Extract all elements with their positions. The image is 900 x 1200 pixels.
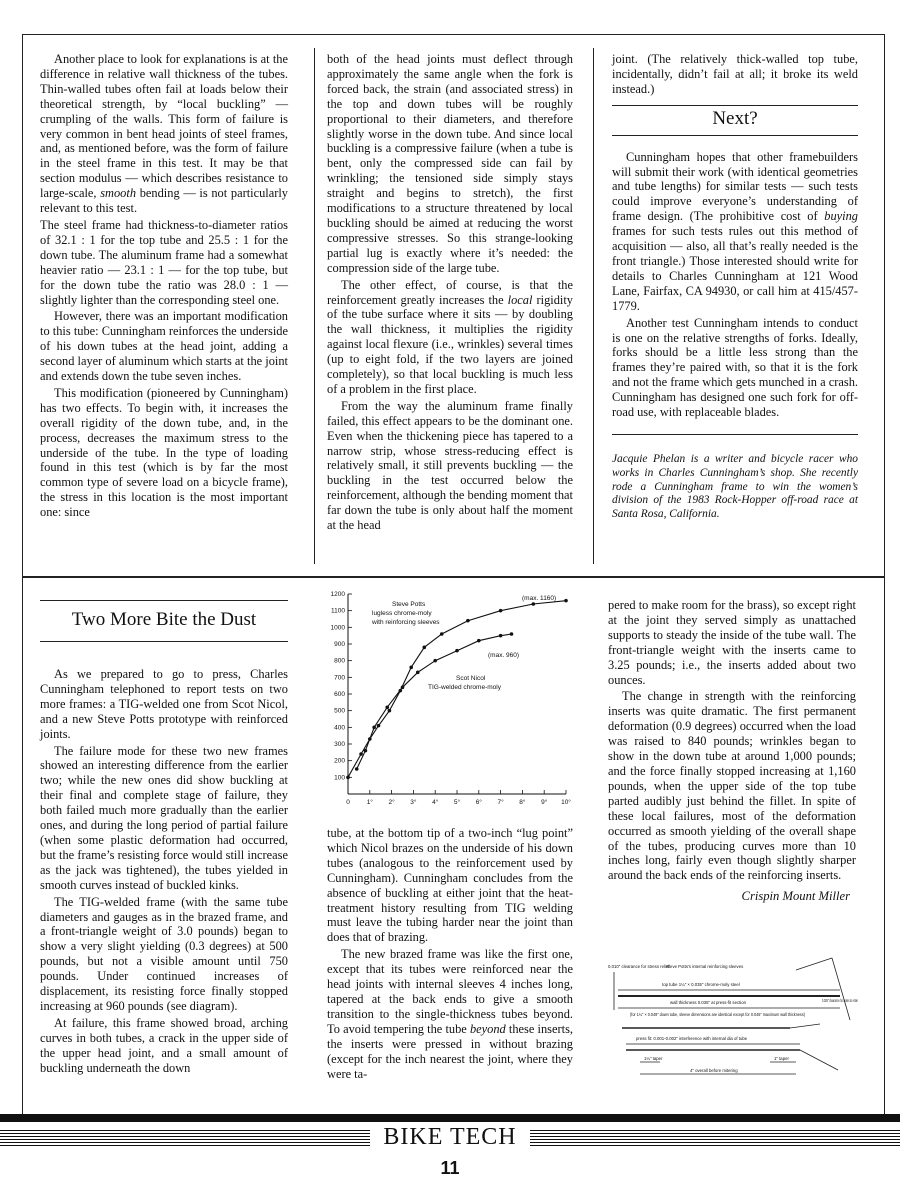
paragraph: This modification (pioneered by Cunningham) has two effects. To begin with, it increases the overall rigidity of the down tube, and, in the process, decreases the maximum stress to the underside of the tube. In the type of loading found in this test (which is by far the most common type of severe load on a bicycle frame), the stress in this location is the most important one: since bbox=[40, 385, 288, 520]
sleeve-label: 1" taper bbox=[774, 1056, 789, 1061]
paragraph: pered to make room for the brass), so except right at the joint they served simply as unattached supports to steady the inside of the tube wall. The front-triangle weight with the inserts came to 3.25 pounds; i.e., the inserts added about two ounces. bbox=[608, 598, 856, 687]
nicol-point bbox=[385, 706, 389, 710]
x-tick-label: 9° bbox=[541, 799, 548, 806]
page-number: 11 bbox=[440, 1158, 460, 1178]
article-column-1 bbox=[40, 52, 288, 520]
y-tick-label: 1100 bbox=[331, 607, 345, 615]
paragraph: At failure, this frame showed broad, arching curves in both tubes, a crack in the upper side of the upper head joint, and a small amount of buckling underneath the down bbox=[40, 1015, 288, 1075]
sleeve-label: top tube 1¼" × 0.035" chrome-moly steel bbox=[662, 982, 740, 987]
sleeve-label: 0.025" clearance for brass to enter bbox=[822, 998, 859, 1003]
y-tick-label: 200 bbox=[334, 757, 345, 765]
y-tick-label: 800 bbox=[334, 657, 345, 665]
x-tick-label: 3° bbox=[410, 799, 417, 806]
x-tick-label: 7° bbox=[497, 799, 504, 806]
rule bbox=[612, 434, 858, 435]
y-tick-label: 300 bbox=[334, 741, 345, 748]
sleeve-label: 4" overall before mitering bbox=[690, 1068, 738, 1073]
potts-point bbox=[564, 599, 568, 603]
paragraph: The TIG-welded frame (with the same tube diameters and gauges as in the brazed frame, and a front-triangle weight of 3.0 pounds) began to show a very slight yielding (0.3 degrees) at 500 pounds, but not a visible amount until 750 pounds. Under continued increases of displacement, its resisting force finally stopped increasing at 960 pounds (see diagram). bbox=[40, 894, 288, 1013]
nicol-point bbox=[372, 726, 376, 730]
sidebar-column-3 bbox=[608, 598, 856, 904]
x-tick-label: 0 bbox=[346, 799, 350, 806]
nicol-point bbox=[499, 634, 503, 638]
paragraph: As we prepared to go to press, Charles Cunningham telephoned to report tests on two more frames: a TIG-welded one from Scot Nicol, and a new Steve Potts prototype with reinforced joints. bbox=[40, 667, 288, 741]
y-tick-label: 1200 bbox=[330, 591, 345, 598]
nicol-point bbox=[416, 671, 420, 675]
potts-max-label: (max. 1160) bbox=[522, 595, 557, 602]
paragraph: Another test Cunningham intends to conduct is one on the relative strengths of forks. Ideally, forks should be a little less strong than the frames they’re paired with, so that it is the fork and not the frame which gets munched in a crash. Cunningham has designed one such fork for off-road use, with replaceable blades. bbox=[612, 315, 858, 420]
sidebar-column-2 bbox=[327, 826, 573, 1081]
frame-top-border bbox=[22, 34, 884, 35]
potts-point bbox=[346, 776, 350, 780]
paragraph: Cunningham hopes that other framebuilders will submit their work (with identical geometries and tube lengths) for similar tests — such tests could improve everyone’s understanding of frame design. (The prohibitive cost of buying frames for such tests rules out this method of acquisition — also, all that’s really needed is the front triangle.) Those interested should write for details to Charles Cunningham at 121 Wood Lane, Fairfax, CA 94930, or call him at 415/457-1779. bbox=[612, 149, 858, 313]
potts-point bbox=[466, 619, 470, 623]
paragraph: The other effect, of course, is that the reinforcement greatly increases the local rigidity of the tube surface where it sits — by doubling the wall thickness, it multiplies the rigidity against local flexure (i.e., wrinkles) several times (up to eight fold, if the two layers are joined completely), so that local buckling is much less of a problem in the first place. bbox=[327, 277, 573, 396]
y-tick-label: 600 bbox=[334, 691, 345, 698]
footer-top-rule bbox=[0, 1114, 900, 1122]
nicol-point bbox=[433, 659, 437, 663]
sleeve-label: 0.010" clearance for stress relief bbox=[608, 964, 670, 969]
potts-label: with reinforcing sleeves bbox=[372, 619, 440, 626]
x-tick-label: 5° bbox=[453, 799, 461, 806]
paragraph: However, there was an important modification to this tube: Cunningham reinforces the underside of his down tubes at the head joint, adding a second layer of aluminum which starts at the joint and extends down the tube seven inches. bbox=[40, 309, 288, 384]
potts-point bbox=[359, 752, 363, 756]
section-heading-box bbox=[40, 600, 288, 642]
potts-point bbox=[499, 609, 503, 613]
x-tick-label: 6° bbox=[475, 799, 482, 806]
paragraph: tube, at the bottom tip of a two-inch “lug point” which Nicol brazes on the underside of his down tubes (analogous to the reinforcement used by Cunningham). Cunningham concludes from the absence of buckling at either joint that the heat-treatment history resulting from TIG welding must leave the tubing harder near the joint than does that of brazing. bbox=[327, 826, 573, 945]
paragraph: Another place to look for explanations is at the difference in relative wall thickness of the tubes. Thin-walled tubes often fail at loads below their theoretical strength, by “local buckling” — crumpling of the walls. This form of failure is very common in bent head joints of steel frames, and, as mentioned before, was the form of failure in the steel frame in this test. It may be that section modulus — which describes resistance to large-scale, smooth bending — is not particularly relevant to this test. bbox=[40, 52, 288, 216]
paragraph: The new brazed frame was like the first one, except that its tubes were reinforced near the head joints with internal sleeves 4 inches long, tapered at the back ends to give a smooth transition to the single-thickness tubes beyond. To avoid tempering the tube beyond these inserts, the inserts were pressed in without brazing (except for the inch nearest the joint, where they were ta- bbox=[327, 947, 573, 1081]
potts-point bbox=[409, 666, 413, 670]
nicol-point bbox=[455, 649, 459, 653]
potts-point bbox=[440, 632, 444, 636]
section-divider bbox=[22, 576, 884, 578]
author-bio: Jacquie Phelan is a writer and bicycle racer who works in Charles Cunningham’s shop. She recently rode a Cunningham frame to win the women’s division of the 1983 Rock-Hopper off-road race at Santa Rosa, California. bbox=[612, 452, 858, 521]
column-rule-2 bbox=[593, 48, 594, 564]
y-tick-label: 700 bbox=[334, 674, 345, 682]
footer-stripes-right bbox=[530, 1130, 900, 1148]
sleeve-label: Steve Potts's internal reinforcing sleeves bbox=[666, 964, 744, 969]
sleeve-label: wall thickness 0.035" at press-fit section bbox=[670, 1000, 747, 1005]
nicol-point bbox=[477, 639, 481, 643]
byline: Crispin Mount Miller bbox=[741, 889, 850, 904]
sleeve-label: 1¼" taper bbox=[644, 1056, 663, 1061]
article-column-2 bbox=[327, 52, 573, 533]
paragraph: From the way the aluminum frame finally failed, this effect appears to be the dominant one. Even when the thickening piece has tapered to a narrow strip, whose stress-reducing effect is relatively small, it still prevents buckling — the buckling in the test occurred below the reinforcement, although the bending moment that far down the tube is only about half the moment at the head bbox=[327, 398, 573, 533]
frame-right-border bbox=[884, 34, 885, 1114]
paragraph: The steel frame had thickness-to-diameter ratios of 32.1 : 1 for the top tube and 25.5 : 1 for the down tube. The aluminum frame had a somewhat heavier ratio — 23.1 : 1 — for the top tube, but for the down tube the ratio was 28.0 : 1 — slightly lighter than the corresponding steel one. bbox=[40, 217, 288, 307]
column-rule-1 bbox=[314, 48, 315, 564]
graph-labels bbox=[371, 595, 556, 691]
frame-left-border bbox=[22, 34, 23, 1114]
article-column-3 bbox=[612, 52, 858, 522]
potts-point bbox=[388, 709, 392, 713]
x-tick-label: 4° bbox=[432, 799, 439, 806]
graph-axes bbox=[331, 591, 572, 806]
potts-point bbox=[377, 724, 381, 728]
potts-point bbox=[423, 646, 427, 650]
sleeve-label: (for 1¼" × 0.049" down tube, sleeve dimensions are identical except for 0.045" maximum wall thickness) bbox=[630, 1012, 806, 1017]
y-tick-label: 100 bbox=[334, 774, 345, 782]
potts-label: Steve Potts bbox=[392, 601, 426, 608]
potts-label: lugless chrome-moly bbox=[372, 610, 432, 617]
nicol-max-label: (max. 960) bbox=[488, 652, 520, 659]
sleeve-label: press fit: 0.001-0.002" interference with internal dia of tube bbox=[636, 1036, 748, 1041]
sidebar-column-1 bbox=[40, 667, 288, 1075]
paragraph: The change in strength with the reinforcing inserts was quite dramatic. The first permanent deformation (0.9 degrees) occurred when the load was raised to 840 pounds; wrinkles began to show in the down tube at around 1,000 pounds; and the force finally stopped increasing at 1,160 pounds, when the upper side of the top tube parted audibly just behind the fillet. In spite of these local failures, most of the deformation occurred as smooth yielding of the overall shape of the tubes, producing curves more than 10 inches long, fairly even though slightly sharper around the back ends of the reinforcing inserts. bbox=[608, 689, 856, 883]
paragraph: The failure mode for these two new frames showed an interesting difference from the earlier two; while the new ones did show buckling at their final and complete stage of failure, they both failed much more gradually than the earlier ones, and during the long period of partial failure (when some plastic deformation had occurred, but the frame’s resisting force would still increase as the jack was tightened), the tubes yielded in smooth curves instead of buckled kinks. bbox=[40, 743, 288, 892]
nicol-label: Scot Nicol bbox=[456, 675, 486, 682]
next-heading: Next? bbox=[712, 107, 758, 129]
x-tick-label: 10° bbox=[561, 799, 571, 806]
nicol-point bbox=[401, 686, 405, 690]
paragraph: both of the head joints must deflect through approximately the same angle when the fork is forced back, the strain (and associated stress) in the top and down tubes will be roughly proportional to their diameters, and therefore slightly worse in the down tube. And since local buckling is a compressive failure (when a tube is bent, only the compressed side can fail by wrinkling; the tensioned side simply stays straight and begins to stretch), the first modifications to a structure threatened by local buckling should be aimed at reducing the worst compressive stresses. So this strange-looking partial lug is exactly where it’s needed: the compression side of the large tube. bbox=[327, 52, 573, 275]
rule bbox=[612, 135, 858, 136]
y-tick-label: 1000 bbox=[330, 624, 345, 632]
nicol-point bbox=[355, 767, 359, 771]
nicol-point bbox=[510, 632, 514, 636]
nicol-point bbox=[364, 749, 368, 753]
load-deflection-graph bbox=[318, 584, 580, 824]
x-tick-label: 8° bbox=[519, 799, 526, 806]
x-tick-label: 2° bbox=[388, 799, 395, 806]
paragraph: joint. (The relatively thick-walled top tube, incidentally, didn’t fail at all; it broke its weld instead.) bbox=[612, 52, 858, 96]
sleeve-diagram bbox=[600, 950, 862, 1090]
bike-tech-logo: BIKE TECH bbox=[383, 1124, 517, 1150]
y-tick-label: 500 bbox=[334, 707, 345, 715]
potts-point bbox=[532, 602, 536, 606]
nicol-label: TIG-welded chrome-moly bbox=[428, 684, 501, 691]
y-tick-label: 900 bbox=[334, 641, 345, 648]
y-tick-label: 400 bbox=[334, 724, 345, 732]
rule bbox=[612, 105, 858, 106]
footer-stripes-left bbox=[0, 1130, 370, 1148]
x-tick-label: 1° bbox=[366, 799, 373, 806]
section-heading: Two More Bite the Dust bbox=[71, 609, 257, 630]
